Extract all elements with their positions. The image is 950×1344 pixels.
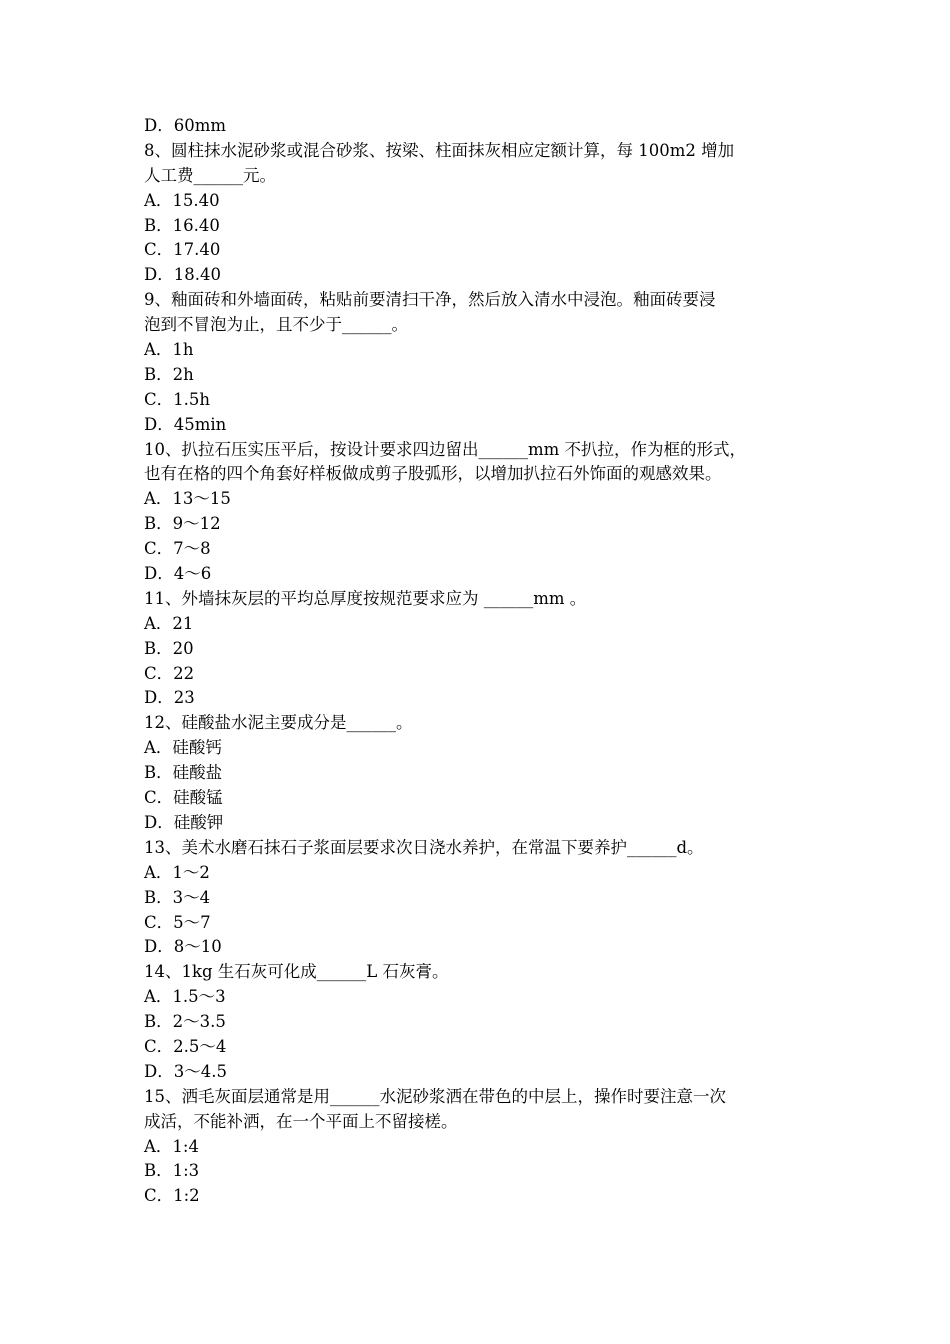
- document-page: [144, 114, 812, 1209]
- option-d-prev-question: D．60mm: [144, 116, 227, 135]
- question-text-line: 泡到不冒泡为止，且不少于______。: [144, 315, 408, 335]
- option-d: D．18.40: [144, 265, 221, 285]
- option-a: A．1.5～3: [144, 987, 226, 1007]
- option-a: A．硅酸钙: [144, 738, 222, 758]
- question-11: [144, 587, 812, 711]
- option-a: A．1～2: [144, 862, 210, 882]
- question-text-line: 15、洒毛灰面层通常是用______水泥砂浆洒在带色的中层上，操作时要注意一次: [144, 1086, 726, 1106]
- option-a: A．1:4: [144, 1136, 199, 1156]
- question-14: [144, 960, 812, 1084]
- option-c: C．1.5h: [144, 389, 210, 409]
- option-a: A．15.40: [144, 190, 220, 210]
- option-b: B．16.40: [144, 215, 220, 235]
- question-15: [144, 1085, 812, 1209]
- question-8: [144, 139, 812, 288]
- option-b: B．2h: [144, 364, 194, 384]
- option-b: B．3～4: [144, 887, 211, 907]
- option-c: C．硅酸锰: [144, 788, 223, 808]
- option-b: B．20: [144, 638, 194, 658]
- option-d: D．23: [144, 688, 195, 708]
- question-text-line: 8、圆柱抹水泥砂浆或混合砂浆、按梁、柱面抹灰相应定额计算，每 100m2 增加: [144, 140, 735, 160]
- option-d: D．45min: [144, 414, 227, 434]
- option-b: B．1:3: [144, 1161, 200, 1181]
- option-c: C．2.5～4: [144, 1036, 227, 1056]
- option-b: B．2～3.5: [144, 1012, 226, 1032]
- option-b: B．硅酸盐: [144, 763, 223, 783]
- option-d: D．3～4.5: [144, 1061, 227, 1081]
- question-text-line: 9、釉面砖和外墙面砖，粘贴前要清扫干净，然后放入清水中浸泡。釉面砖要浸: [144, 290, 716, 310]
- question-text-line: 13、美术水磨石抹石子浆面层要求次日浇水养护，在常温下要养护______d。: [144, 837, 704, 857]
- question-9: [144, 288, 812, 437]
- option-d: D．8～10: [144, 937, 222, 957]
- question-text-line: 人工费______元。: [144, 165, 276, 185]
- question-text-line: 12、硅酸盐水泥主要成分是______。: [144, 713, 413, 733]
- option-a: A．21: [144, 613, 194, 633]
- option-c: C．1:2: [144, 1186, 200, 1206]
- option-d: D．硅酸钾: [144, 812, 224, 832]
- question-12: [144, 711, 812, 835]
- option-d: D．4～6: [144, 564, 212, 584]
- option-c: C．5～7: [144, 912, 211, 932]
- question-text-line: 10、扒拉石压实压平后，按设计要求四边留出______mm 不扒拉，作为框的形式，: [144, 439, 747, 459]
- option-a: A．13～15: [144, 489, 231, 509]
- question-13: [144, 836, 812, 960]
- option-c: C．17.40: [144, 240, 221, 260]
- question-text-line: 也有在格的四个角套好样板做成剪子股弧形，以增加扒拉石外饰面的观感效果。: [144, 464, 722, 484]
- question-10: [144, 438, 812, 587]
- question-text-line: 成活，不能补洒，在一个平面上不留接槎。: [144, 1111, 458, 1131]
- option-c: C．7～8: [144, 539, 211, 559]
- option-b: B．9～12: [144, 514, 221, 534]
- question-text-line: 11、外墙抹灰层的平均总厚度按规范要求应为 ______mm 。: [144, 588, 587, 608]
- option-c: C．22: [144, 663, 195, 683]
- question-text-line: 14、1kg 生石灰可化成______L 石灰膏。: [144, 962, 449, 982]
- option-a: A．1h: [144, 340, 194, 360]
